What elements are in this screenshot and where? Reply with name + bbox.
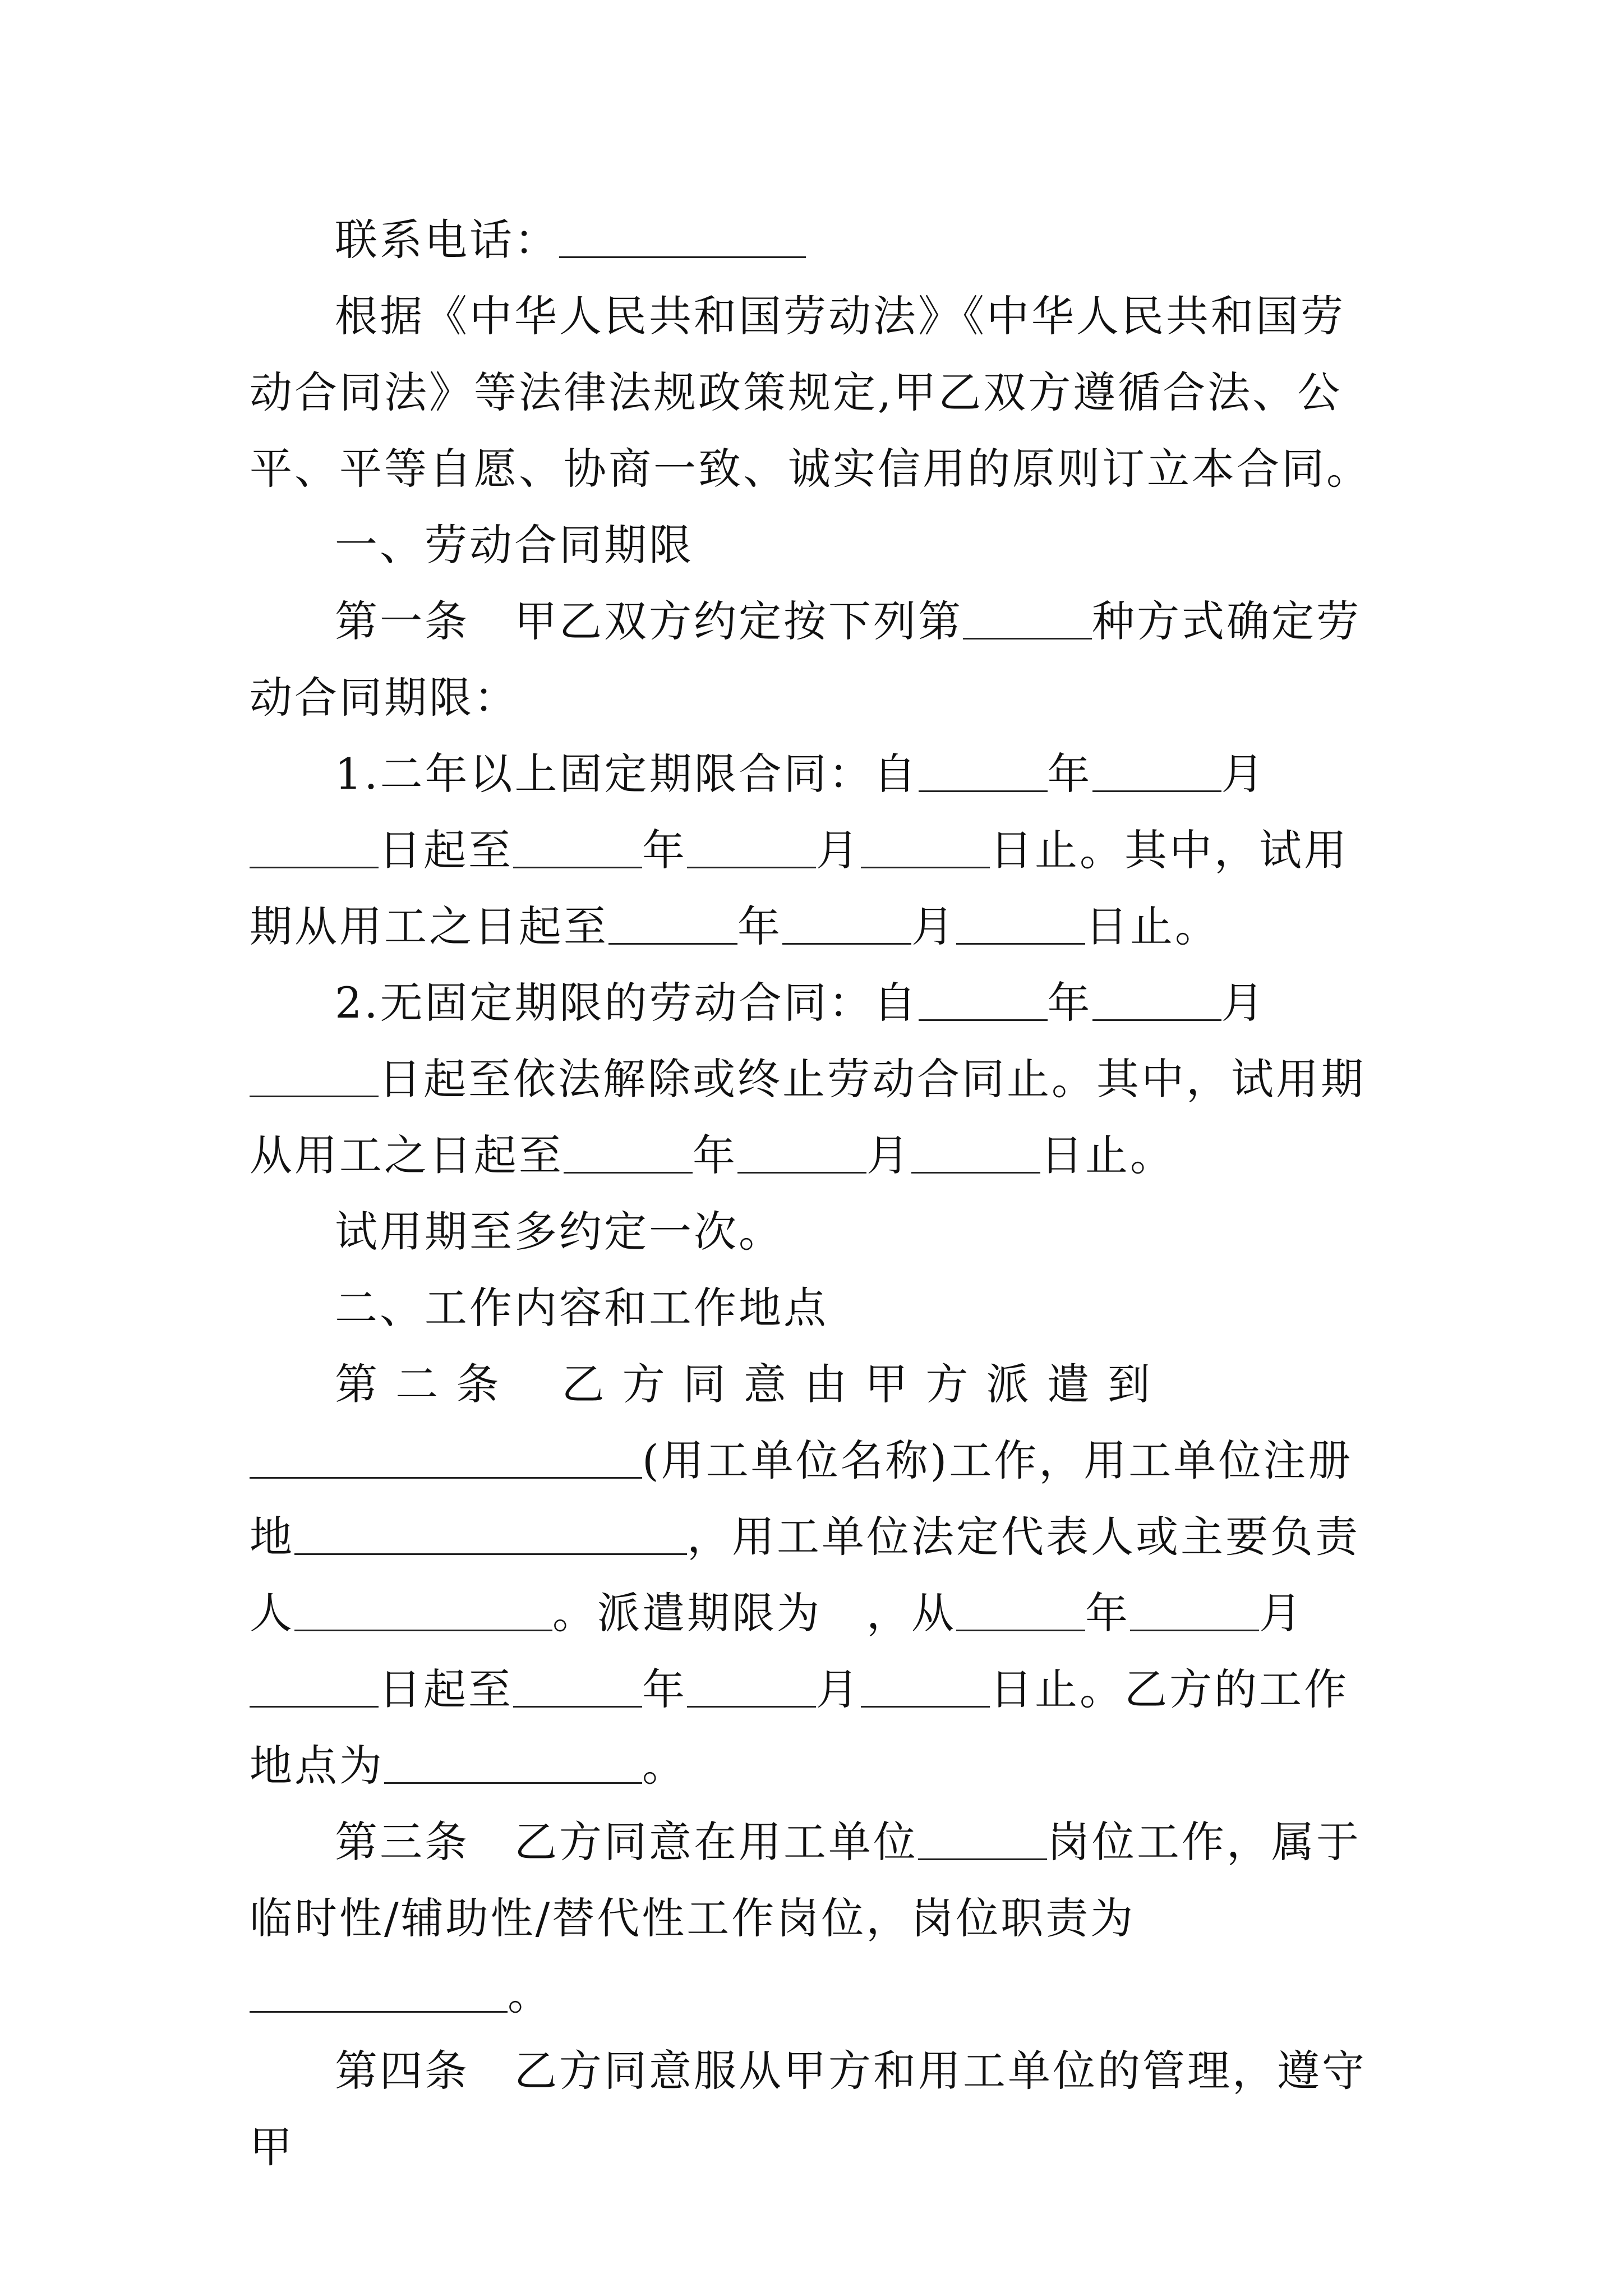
dispatch-end-month-blank[interactable] xyxy=(687,1667,816,1708)
employer-name-blank[interactable] xyxy=(250,1438,642,1479)
day-end-label: 日止。 xyxy=(1040,1130,1175,1180)
article2 xyxy=(250,1346,1377,1804)
year-label: 年 xyxy=(642,1664,687,1714)
month-label: 月 xyxy=(1221,749,1266,799)
item1-start-day-blank[interactable] xyxy=(250,827,379,868)
probation-once: 试用期至多约定一次。 xyxy=(335,1207,783,1257)
item2 xyxy=(250,965,1377,1194)
item1-end-year-blank[interactable] xyxy=(513,827,642,868)
article2-text-a: (用工单位名称)工作，用工单位注册地 xyxy=(250,1435,1353,1562)
item1-start-year-blank[interactable] xyxy=(919,751,1048,792)
period-end: 。 xyxy=(508,1970,552,2019)
contact-line xyxy=(250,202,1377,278)
day-from-to-label: 日起至 xyxy=(379,825,513,875)
month-label: 月 xyxy=(816,1664,861,1714)
year-label: 年 xyxy=(1047,749,1092,799)
article2-text-b: ，用工单位法定代表人或主要负责人 xyxy=(250,1512,1360,1638)
article1-text-a: 第一条 甲乙双方约定按下列第 xyxy=(335,596,963,646)
dispatch-end-day-blank[interactable] xyxy=(861,1667,990,1708)
item1 xyxy=(250,736,1377,965)
item1-end-month-blank[interactable] xyxy=(687,827,816,868)
item1-probation-month-blank[interactable] xyxy=(782,904,911,945)
year-label: 年 xyxy=(1085,1588,1130,1638)
item1-start-month-blank[interactable] xyxy=(1092,751,1221,792)
item2-probation-month-blank[interactable] xyxy=(737,1133,866,1174)
year-label: 年 xyxy=(1047,978,1092,1028)
item2-start-day-blank[interactable] xyxy=(250,1056,379,1097)
article1 xyxy=(250,583,1377,736)
item1-probation-year-blank[interactable] xyxy=(608,904,737,945)
period-end: 。 xyxy=(642,1741,687,1791)
item2-text-a: 2.无固定期限的劳动合同：自 xyxy=(335,978,919,1028)
dispatch-start-year-blank[interactable] xyxy=(956,1590,1085,1631)
section2-title: 二、工作内容和工作地点 xyxy=(335,1283,828,1333)
section1-title: 一、劳动合同期限 xyxy=(335,520,694,570)
item2-text-b: 日起至依法解除或终止劳动合同止。其中，试用期从用工之日起至 xyxy=(250,1054,1366,1180)
month-label: 月 xyxy=(866,1130,911,1180)
article1-option-blank[interactable] xyxy=(963,599,1092,639)
item2-probation-year-blank[interactable] xyxy=(564,1133,693,1174)
position-blank[interactable] xyxy=(918,1819,1047,1860)
month-label: 月 xyxy=(1221,978,1266,1028)
year-label: 年 xyxy=(737,901,782,951)
intro-paragraph: 根据《中华人民共和国劳动法》《中华人民共和国劳动合同法》等法律法规政策规定,甲乙双方遵循合法、公平、平等自愿、协商一致、诚实信用的原则订立本合同。 xyxy=(250,291,1371,494)
year-label: 年 xyxy=(642,825,687,875)
item2-probation-day-blank[interactable] xyxy=(911,1133,1040,1174)
dispatch-start-day-blank[interactable] xyxy=(250,1667,379,1708)
legal-representative-blank[interactable] xyxy=(294,1590,552,1631)
dispatch-end-year-blank[interactable] xyxy=(513,1667,642,1708)
item2-start-month-blank[interactable] xyxy=(1092,980,1221,1021)
article2-text-d: 日止。乙方的工作地点为 xyxy=(250,1664,1349,1791)
registered-address-blank[interactable] xyxy=(294,1514,687,1555)
day-end-label: 日止。 xyxy=(1085,901,1220,951)
article3-text-a: 第三条 乙方同意在用工单位 xyxy=(335,1817,918,1867)
year-label: 年 xyxy=(693,1130,737,1180)
month-label: 月 xyxy=(911,901,956,951)
month-label: 月 xyxy=(1259,1588,1304,1638)
duties-blank[interactable] xyxy=(250,1972,508,2013)
article1-text-b: 种方式确定劳动合同期限： xyxy=(250,596,1361,723)
article4: 第四条 乙方同意服从甲方和用工单位的管理，遵守甲 xyxy=(250,2046,1367,2172)
article3 xyxy=(250,1804,1377,2033)
article2-text-c: 。派遣期限为 ，从 xyxy=(552,1588,956,1638)
dispatch-start-month-blank[interactable] xyxy=(1130,1590,1259,1631)
contract-body xyxy=(250,202,1377,2185)
contact-label: 联系电话： xyxy=(335,215,559,265)
contact-phone-blank[interactable] xyxy=(559,217,806,258)
month-label: 月 xyxy=(816,825,861,875)
article2-head: 第 二 条 乙 方 同 意 由 甲 方 派 遣 到 xyxy=(335,1359,1152,1409)
article3-text-b: 岗位工作，属于临时性/辅助性/替代性工作岗位，岗位职责为 xyxy=(250,1817,1361,1943)
work-location-blank[interactable] xyxy=(384,1743,642,1784)
item2-start-year-blank[interactable] xyxy=(919,980,1048,1021)
item1-text-b: 日止。其中，试用期从用工之日起至 xyxy=(250,825,1349,951)
item1-probation-day-blank[interactable] xyxy=(956,904,1085,945)
day-from-to-label: 日起至 xyxy=(379,1664,513,1714)
item1-end-day-blank[interactable] xyxy=(861,827,990,868)
item1-text-a: 1.二年以上固定期限合同：自 xyxy=(335,749,919,799)
